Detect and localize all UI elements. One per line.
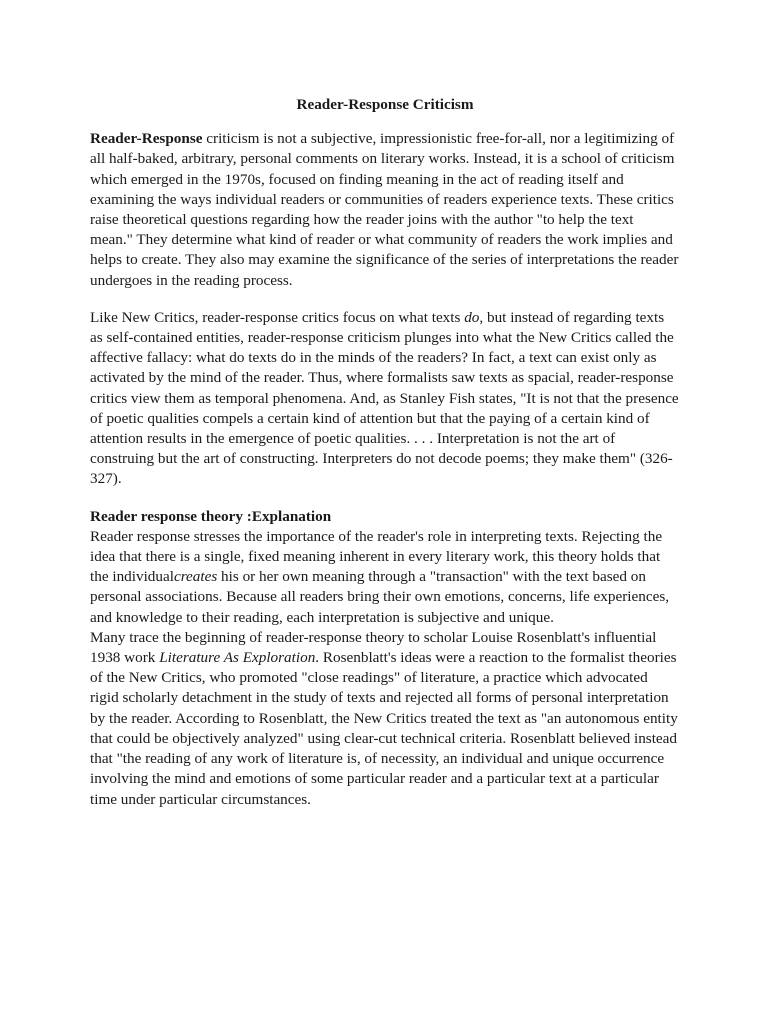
section-paragraph-2-text-2: . Rosenblatt's ideas were a reaction to the formalist theories of the New Critics, who promoted "close readings" of literature, a practice which advocated rigid scholarly detachment in the study of texts and rejected all forms of personal interpretation by the reader. According to Rosenblatt, the New Critics treated the text as "an autonomous entity that could be objectively analyzed" using clear-cut technical criteria. Rosenblatt believed instead that "the reading of any work of literature is, of necessity, an individual and unique occurrence involving the mind and emotions of some particular reader and a particular text at a particular time under particular circumstances. (90, 649, 678, 808)
section-paragraph-1-text-1: Reader response stresses the importance of the reader's role in interpreting texts. Rejecting the idea that there is a single, fixed meaning inherent in every literary work, this theory holds that the individual (90, 527, 663, 586)
document-title: Reader-Response Criticism (296, 96, 474, 113)
section-paragraph-1-text-2: his or her own meaning through a "transaction" with the text based on personal associations. Because all readers bring their own emotions, concerns, life experiences, and knowledge to their reading, each interpretation is subjective and unique. (90, 568, 670, 626)
paragraph-new-critics-text-1: Like New Critics, reader-response critics focus on what texts (90, 308, 465, 326)
section-heading: Reader response theory :Explanation (90, 507, 332, 525)
section-paragraph-2-italic: Literature As Exploration (159, 649, 316, 667)
section-paragraph-2-text-1: Many trace the beginning of reader-response theory to scholar Louise Rosenblatt's influential 1938 work (90, 628, 657, 667)
section-paragraph-2 (90, 628, 680, 810)
section-paragraph-1-italic: creates (173, 568, 218, 586)
paragraph-new-critics (90, 308, 680, 490)
document-page (90, 95, 680, 810)
paragraph-intro (90, 129, 680, 291)
paragraph-new-critics-text-2: , but instead of regarding texts as self-contained entities, reader-response criticism plunges into what the New Critics called the affective fallacy: what do texts do in the minds of the readers? In fact, a text can exist only as activated by the mind of the reader. Thus, where formalists saw texts as spacial, reader-response critics view them as temporal phenomena. And, as Stanley Fish states, "It is not that the presence of poetic qualities compels a certain kind of attention but that the paying of a certain kind of attention results in the emergence of poetic qualities. . . . Interpretation is not the art of construing but the art of constructing. Interpreters do not decode poems; they make them" (326-327). (90, 308, 679, 488)
paragraph-intro-lead: Reader-Response (90, 130, 203, 148)
paragraph-new-critics-italic: do (464, 308, 480, 326)
paragraph-intro-text: criticism is not a subjective, impressionistic free-for-all, nor a legitimizing of all half-baked, arbitrary, personal comments on literary works. Instead, it is a school of criticism which emerged in the 1970s, focused on finding meaning in the act of reading itself and examining the ways individual readers or communities of readers experience texts. These critics raise theoretical questions regarding how the reader joins with the author "to help the text mean." They determine what kind of reader or what community of readers the work implies and helps to create. They also may examine the significance of the series of interpretations the reader undergoes in the reading process. (90, 130, 679, 289)
section-paragraph-1 (90, 527, 680, 628)
